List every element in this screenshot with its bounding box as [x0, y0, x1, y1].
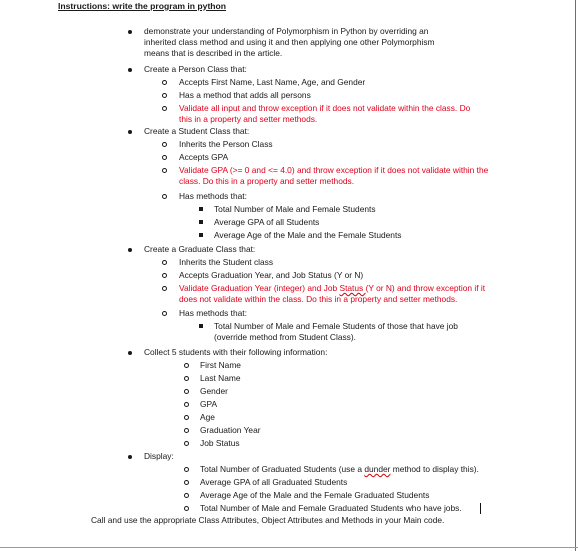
- display-item-text-c: method to display this).: [390, 464, 479, 474]
- student-validate-line-1: Validate GPA (>= 0 and <= 4.0) and throw exception if it does not validate within the: [179, 165, 489, 175]
- bullet-circle: [162, 273, 167, 278]
- bullet-dot: [128, 248, 132, 252]
- display-item-text-a: Total Number of Graduated Students (use a: [200, 464, 365, 474]
- collect-field: Job Status: [200, 438, 240, 448]
- bullet-circle: [162, 260, 167, 265]
- bullet-circle: [184, 480, 189, 485]
- graduate-method: Total Number of Male and Female Students of those that have job: [214, 321, 458, 331]
- intro-line-3: means that is described in the article.: [144, 48, 283, 58]
- window-bottom-border: [0, 547, 578, 548]
- graduate-item: Inherits the Student class: [179, 257, 274, 267]
- person-item: Has a method that adds all persons: [179, 90, 311, 100]
- person-item: Accepts First Name, Last Name, Age, and Gender: [179, 77, 366, 87]
- bullet-circle: [162, 311, 167, 316]
- graduate-validate-status-word: Status: [339, 283, 366, 293]
- collect-field: Age: [200, 412, 215, 422]
- graduate-validate-line-1: [179, 283, 485, 294]
- student-method: Average Age of the Male and the Female Students: [214, 230, 402, 240]
- bullet-circle: [184, 467, 189, 472]
- bullet-circle: [162, 168, 167, 173]
- graduate-item: Accepts Graduation Year, and Job Status (Y or N): [179, 270, 364, 280]
- graduate-method-cont: (override method from Student Class).: [214, 332, 356, 342]
- graduate-validate-text-c: (Y or N) and throw exception if it: [365, 283, 486, 293]
- bullet-dot: [128, 30, 132, 34]
- display-item: Total Number of Male and Female Graduated Students who have jobs.: [200, 503, 462, 513]
- bullet-circle: [162, 93, 167, 98]
- footer-note: Call and use the appropriate Class Attributes, Object Attributes and Methods in your Main code.: [91, 515, 445, 525]
- student-item: Accepts GPA: [179, 152, 229, 162]
- display-dunder-word: dunder: [364, 464, 391, 474]
- bullet-circle: [184, 506, 189, 511]
- person-validate-line-2: this in a property and setter methods.: [179, 114, 318, 124]
- bullet-circle: [184, 441, 189, 446]
- collect-field: Gender: [200, 386, 228, 396]
- bullet-circle: [184, 363, 189, 368]
- person-validate-line-1: Validate all input and throw exception if it does not validate within the class. Do: [179, 103, 471, 113]
- bullet-dot: [128, 130, 132, 134]
- collect-field: Last Name: [200, 373, 241, 383]
- bullet-circle: [162, 142, 167, 147]
- graduate-validate-line-2: does not validate within the class. Do this in a property and setter methods.: [179, 294, 458, 304]
- bullet-circle: [162, 80, 167, 85]
- student-method: Average GPA of all Students: [214, 217, 320, 227]
- bullet-circle: [184, 402, 189, 407]
- bullet-circle: [162, 194, 167, 199]
- student-validate-line-2: class. Do this in a property and setter methods.: [179, 176, 355, 186]
- bullet-circle: [184, 428, 189, 433]
- window-right-border: [575, 0, 576, 551]
- graduate-heading: Create a Graduate Class that:: [144, 244, 256, 254]
- collect-field: First Name: [200, 360, 241, 370]
- student-method: Total Number of Male and Female Students: [214, 204, 376, 214]
- display-item: Average GPA of all Graduated Students: [200, 477, 348, 487]
- display-item: Average Age of the Male and the Female Graduated Students: [200, 490, 430, 500]
- graduate-validate-text-a: Validate Graduation Year (integer) and Job: [179, 283, 340, 293]
- collect-heading: Collect 5 students with their following information:: [144, 347, 328, 357]
- graduate-methods-label: Has methods that:: [179, 308, 247, 318]
- text-cursor[interactable]: [480, 503, 481, 514]
- display-heading: Display:: [144, 451, 174, 461]
- bullet-circle: [184, 493, 189, 498]
- instructions-title: Instructions: write the program in python: [58, 1, 227, 11]
- bullet-square: [199, 220, 203, 224]
- bullet-circle: [162, 155, 167, 160]
- bullet-circle: [184, 376, 189, 381]
- bullet-square: [199, 324, 203, 328]
- person-heading: Create a Person Class that:: [144, 64, 247, 74]
- bullet-circle: [162, 286, 167, 291]
- display-item: [200, 464, 479, 475]
- bullet-dot: [128, 351, 132, 355]
- student-methods-label: Has methods that:: [179, 191, 247, 201]
- bullet-square: [199, 233, 203, 237]
- student-heading: Create a Student Class that:: [144, 126, 250, 136]
- bullet-circle: [162, 106, 167, 111]
- bullet-dot: [128, 68, 132, 72]
- intro-line-2: inherited class method and using it and then applying one other Polymorphism: [144, 37, 435, 47]
- bullet-square: [199, 207, 203, 211]
- bullet-dot: [128, 455, 132, 459]
- intro-line-1: demonstrate your understanding of Polymorphism in Python by overriding an: [144, 26, 429, 36]
- bullet-circle: [184, 415, 189, 420]
- collect-field: Graduation Year: [200, 425, 261, 435]
- bullet-circle: [184, 389, 189, 394]
- student-item: Inherits the Person Class: [179, 139, 273, 149]
- collect-field: GPA: [200, 399, 218, 409]
